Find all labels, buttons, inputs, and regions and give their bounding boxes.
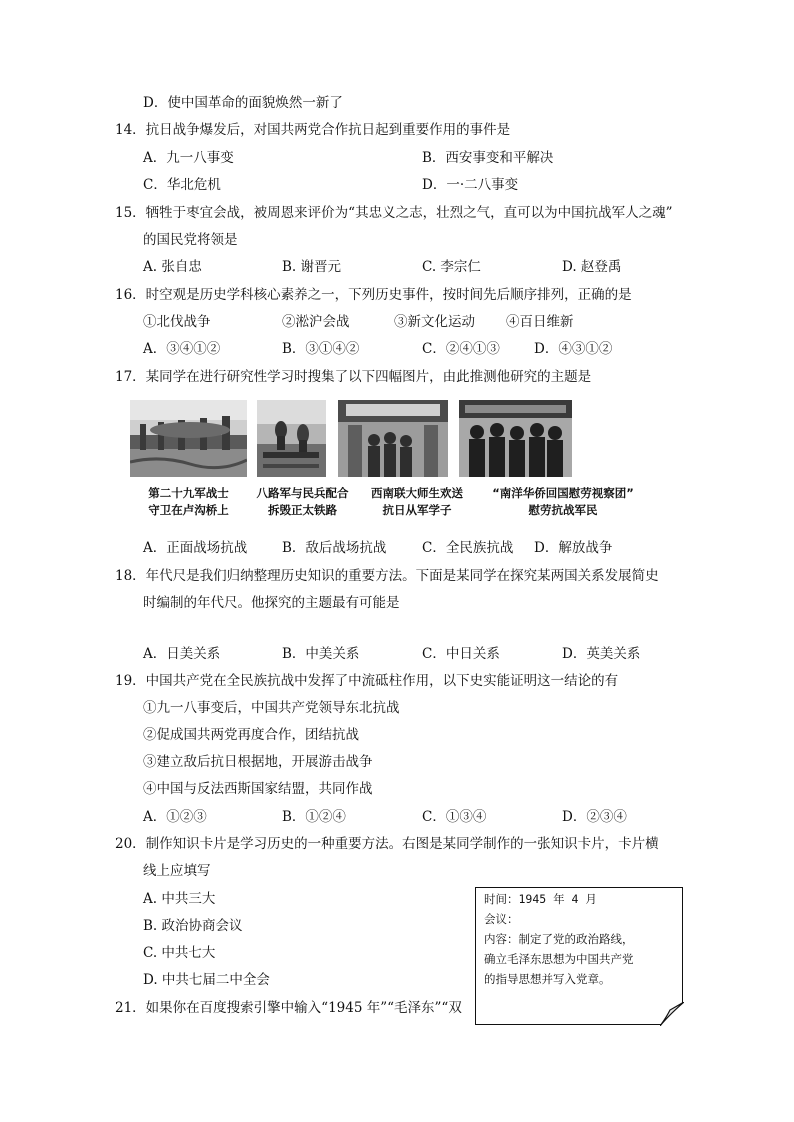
knowledge-card [475,887,683,1025]
q17-caption-1-line2: 守卫在卢沟桥上 [148,503,229,517]
card-time: 时间：1945 年 4 月 [484,892,597,906]
q17-caption-2-line2: 拆毁正太铁路 [268,503,337,517]
q14-option-d: D．一·二八事变 [422,177,519,193]
card-content-line1: 内容：制定了党的政治路线， [484,932,634,946]
q14-stem: 14．抗日战争爆发后，对国共两党合作抗日起到重要作用的事件是 [115,122,511,138]
q20-option-a: A. 中共三大 [143,891,216,907]
q15-option-b: B. 谢晋元 [282,259,342,275]
q20-option-d: D. 中共七届二中全会 [143,972,270,988]
q14-option-b: B．西安事变和平解决 [422,150,554,166]
q18-option-a: A．日美关系 [143,646,221,662]
q18-option-b: B．中美关系 [282,646,360,662]
q15-option-a: A. 张自忠 [143,259,202,275]
photo-overseas-chinese-delegation [459,400,572,477]
q17-option-d: D．解放战争 [534,540,613,556]
q20-option-b: B. 政治协商会议 [143,918,243,934]
q17-caption-3-line1: 西南联大师生欢送 [371,486,463,500]
q15-stem-line1: 15．牺牲于枣宜会战，被周恩来评价为“其忠义之志，壮烈之气，直可以为中国抗战军人之魂” [115,205,673,221]
q19-option-a: A．①②③ [143,809,207,825]
q17-option-b: B．敌后战场抗战 [282,540,387,556]
photo-southwest-associated-university [338,400,448,477]
q20-stem-line2: 线上应填写 [143,863,211,879]
q15-stem-line2: 的国民党将领是 [143,232,238,248]
q17-caption-1-line1: 第二十九军战士 [148,486,229,500]
q14-option-a: A．九一八事变 [143,150,234,166]
q18-stem-line2: 时编制的年代尺。他探究的主题最有可能是 [143,595,400,611]
q16-item-4: ④百日维新 [506,314,574,330]
q14-option-c: C．华北危机 [143,177,221,193]
q16-item-2: ②淞沪会战 [282,314,350,330]
q17-caption-2 [250,485,355,519]
q16-stem: 16．时空观是历史学科核心素养之一，下列历史事件，按时间先后顺序排列，正确的是 [115,287,632,303]
q17-caption-4 [478,485,648,519]
q19-stem: 19．中国共产党在全民族抗战中发挥了中流砥柱作用，以下史实能证明这一结论的有 [115,673,619,689]
q13-option-d: D．使中国革命的面貌焕然一新了 [143,95,343,111]
q17-caption-4-line2: 慰劳抗战军民 [528,503,598,517]
q19-item-3: ③建立敌后抗日根据地，开展游击战争 [143,754,373,770]
card-meeting: 会议： [484,912,519,926]
q17-caption-4-line1: “南洋华侨回国慰劳视察团” [492,486,634,500]
q17-caption-2-line1: 八路军与民兵配合 [256,486,349,500]
q16-item-1: ①北伐战争 [143,314,211,330]
q17-caption-1 [130,485,247,519]
q20-stem-line1: 20．制作知识卡片是学习历史的一种重要方法。右图是某同学制作的一张知识卡片，卡片横 [115,836,659,852]
photo-lugou-bridge [130,400,247,477]
q19-item-4: ④中国与反法西斯国家结盟，共同作战 [143,781,373,797]
q16-option-d: D．④③①② [534,341,613,357]
q19-option-c: C．①③④ [422,809,487,825]
q18-stem-line1: 18．年代尺是我们归纳整理历史知识的重要方法。下面是某同学在探究某两国关系发展简史 [115,568,659,584]
card-content-line2: 确立毛泽东思想为中国共产党 [484,952,634,966]
q17-option-c: C．全民族抗战 [422,540,514,556]
q17-caption-3-line2: 抗日从军学子 [382,503,452,517]
q15-option-d: D. 赵登禹 [562,259,622,275]
q17-option-a: A．正面战场抗战 [143,540,248,556]
q18-option-c: C．中日关系 [422,646,500,662]
q18-option-d: D．英美关系 [562,646,641,662]
q15-option-c: C. 李宗仁 [422,259,481,275]
q16-option-c: C．②④①③ [422,341,500,357]
page-curl-icon [660,1002,684,1026]
q21-stem: 21．如果你在百度搜索引擎中输入“1945 年”“毛泽东”“双 [115,1000,462,1016]
q16-option-a: A．③④①② [143,341,221,357]
q19-option-d: D．②③④ [562,809,627,825]
q19-item-1: ①九一八事变后，中国共产党领导东北抗战 [143,700,400,716]
q16-item-3: ③新文化运动 [394,314,475,330]
q17-stem: 17．某同学在进行研究性学习时搜集了以下四幅图片，由此推测他研究的主题是 [115,369,592,385]
q17-caption-3 [362,485,472,519]
photo-railway [257,400,326,477]
card-content-line3: 的指导思想并写入党章。 [484,972,611,986]
q16-option-b: B．③①④② [282,341,360,357]
q19-item-2: ②促成国共两党再度合作，团结抗战 [143,727,359,743]
q20-option-c: C. 中共七大 [143,945,216,961]
q19-option-b: B．①②④ [282,809,346,825]
